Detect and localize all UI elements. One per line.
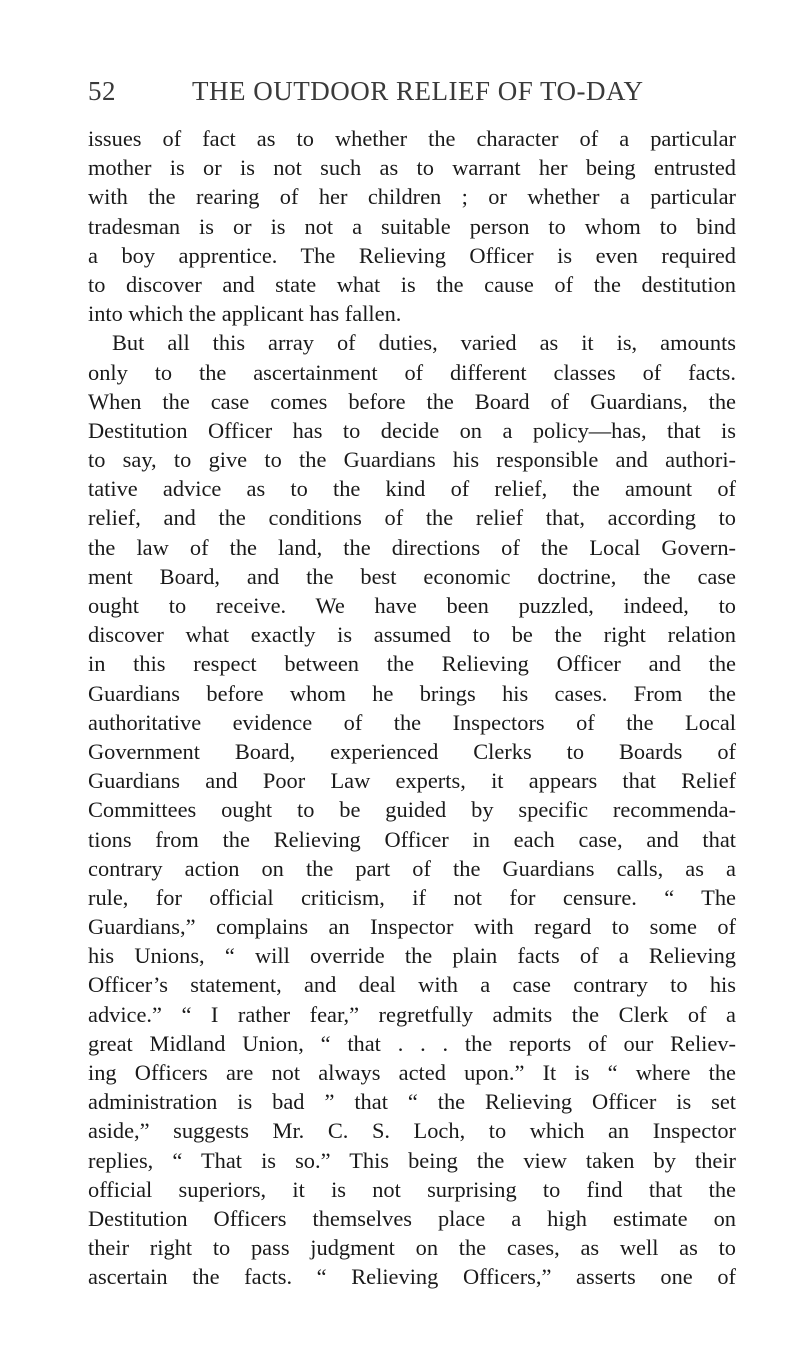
text-line: rule, for official criticism, if not for censure. “ The (88, 884, 736, 910)
text-line: Officer’s statement, and deal with a case contrary to his (88, 972, 736, 998)
text-line: authoritative evidence of the Inspectors of the Local (88, 709, 736, 735)
text-line: Guardians and Poor Law experts, it appears that Relief (88, 768, 736, 794)
text-line: with the rearing of her children ; or whether a particular (88, 184, 736, 210)
text-line: administration is bad ” that “ the Relieving Officer is set (88, 1089, 736, 1115)
text-line: the law of the land, the directions of the Local Govern- (88, 534, 736, 560)
text-line: in this respect between the Relieving Officer and the (88, 651, 736, 677)
text-line: tions from the Relieving Officer in each case, and that (88, 826, 736, 852)
text-line: Guardians before whom he brings his cases. From the (88, 680, 736, 706)
text-line: ascertain the facts. “ Relieving Officers,” asserts one of (88, 1264, 736, 1290)
text-line: Destitution Officers themselves place a high estimate on (88, 1205, 736, 1231)
body-text (88, 124, 736, 1292)
text-line: a boy apprentice. The Relieving Officer is even required (88, 242, 736, 268)
text-line: Destitution Officer has to decide on a policy—has, that is (88, 417, 736, 443)
text-line: contrary action on the part of the Guardians calls, as a (88, 855, 736, 881)
text-line: into which the applicant has fallen. (88, 301, 402, 327)
text-line: relief, and the conditions of the relief that, according to (88, 505, 736, 531)
text-line: advice.” “ I rather fear,” regretfully admits the Clerk of a (88, 1001, 736, 1027)
text-line: Government Board, experienced Clerks to Boards of (88, 738, 736, 764)
page-header (88, 76, 720, 116)
text-line: When the case comes before the Board of Guardians, the (88, 388, 736, 414)
text-line: issues of fact as to whether the character of a particular (88, 126, 736, 151)
text-line: aside,” suggests Mr. C. S. Loch, to which an Inspector (88, 1118, 736, 1144)
text-line: Guardians,” complains an Inspector with regard to some of (88, 914, 736, 940)
text-line: only to the ascertainment of different classes of facts. (88, 359, 736, 385)
text-line: ment Board, and the best economic doctrine, the case (88, 563, 736, 589)
text-line: But all this array of duties, varied as it is, amounts (112, 330, 736, 356)
text-line: his Unions, “ will override the plain facts of a Relieving (88, 943, 736, 969)
text-line: official superiors, it is not surprising to find that the (88, 1176, 736, 1202)
text-line: to say, to give to the Guardians his responsible and authori- (88, 447, 736, 473)
text-line: their right to pass judgment on the cases, as well as to (88, 1235, 736, 1261)
text-line: to discover and state what is the cause of the destitution (88, 271, 736, 297)
text-line: Committees ought to be guided by specific recommenda- (88, 797, 736, 823)
page-number: 52 (88, 76, 116, 106)
text-line: tradesman is or is not a suitable person to whom to bind (88, 213, 736, 239)
text-line: great Midland Union, “ that . . . the reports of our Reliev- (88, 1030, 736, 1056)
running-title: THE OUTDOOR RELIEF OF TO-DAY (192, 76, 644, 106)
text-line: tative advice as to the kind of relief, the amount of (88, 476, 736, 502)
text-line: ing Officers are not always acted upon.” It is “ where the (88, 1060, 736, 1085)
text-line: ought to receive. We have been puzzled, indeed, to (88, 593, 736, 618)
text-line: discover what exactly is assumed to be the right relation (88, 622, 736, 648)
text-line: replies, “ That is so.” This being the view taken by their (88, 1147, 736, 1173)
text-line: mother is or is not such as to warrant her being entrusted (88, 155, 736, 181)
